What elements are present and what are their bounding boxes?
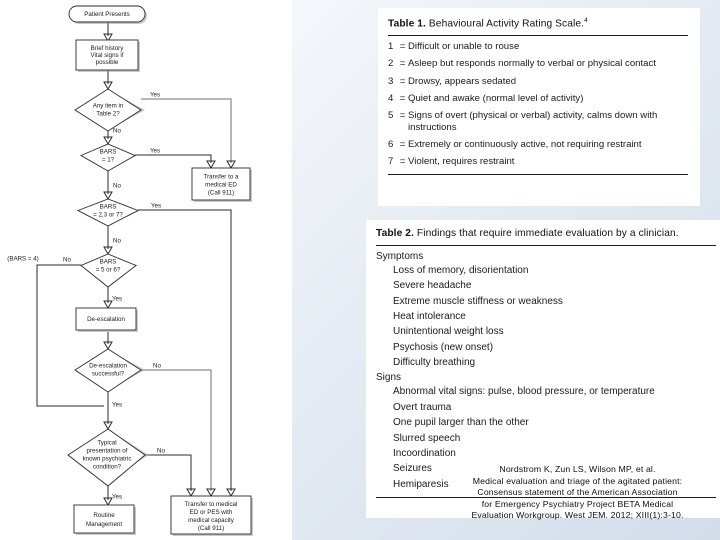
flow-node-label-line2: Management: [85, 521, 123, 529]
scale-text: Violent, requires restraint: [408, 156, 515, 168]
table-2-top-rule: [376, 245, 716, 246]
list-item: Psychosis (new onset): [393, 341, 494, 353]
edge-label-deesc-yes: Yes: [111, 401, 123, 409]
flow-node-label-line1: Transfer to a: [203, 173, 239, 181]
edge-label-deesc-no: No: [153, 362, 161, 370]
table-2-title-text: Findings that require immediate evaluation by a clinician.: [413, 228, 679, 239]
flow-node-label-line2: medical ED: [205, 181, 237, 189]
list-item: Seizures: [393, 463, 432, 475]
edge-label-bars4-note: (BARS = 4): [7, 255, 39, 263]
flow-node-de-escalation: [76, 308, 138, 332]
scale-text: Extremely or continuously active, not requiring restraint: [408, 138, 642, 150]
flow-node-label-line1: Brief history: [90, 45, 124, 53]
flow-node-label-line1: Typical: [97, 439, 117, 447]
list-item: Hemiparesis: [393, 478, 449, 490]
edge-label-bars1-no: No: [113, 182, 121, 190]
scale-equals: =: [399, 41, 406, 53]
list-item: One pupil larger than the other: [393, 417, 529, 429]
flow-node-routine-management: [74, 505, 136, 535]
list-item: Unintentional weight loss: [393, 326, 504, 338]
scale-text: Quiet and awake (normal level of activity): [408, 92, 584, 104]
flow-node-label-line2: successful?: [91, 370, 125, 378]
scale-text: Asleep but responds normally to verbal or physical contact: [408, 58, 656, 70]
citation-block: [440, 464, 715, 522]
flow-node-label-line1: BARS: [99, 203, 117, 211]
list-item: Abnormal vital signs: pulse, blood pressure, or temperature: [393, 386, 655, 398]
flow-node-label-line2: presentation of: [86, 447, 128, 455]
flow-node-label-line2: Vital signs if: [90, 52, 124, 60]
scale-number: 4: [388, 92, 394, 104]
flow-node-patient-presents: [69, 6, 147, 24]
citation-line-1: Nordstrom K, Zun LS, Wilson MP, et al.: [499, 464, 656, 474]
citation-line-5: Evaluation Workgroup. West JEM. 2012; XIII(1):3-10.: [471, 510, 684, 521]
flow-node-label-line1: Any item in: [92, 102, 124, 110]
scale-text: Difficult or unable to rouse: [408, 41, 520, 53]
citation-line-2: Medical evaluation and triage of the agitated patient:: [472, 475, 683, 486]
list-item: [388, 41, 688, 53]
flowchart-diagram: [0, 0, 292, 540]
flow-node-label-line2: Table 2?: [96, 110, 120, 118]
scale-text: Drowsy, appears sedated: [408, 75, 517, 87]
edge-label-any-item-no: No: [113, 127, 121, 135]
list-item: Loss of memory, disorientation: [393, 264, 529, 276]
list-item: [388, 93, 688, 105]
edge-label-bars1-yes: Yes: [149, 147, 161, 155]
table-1-top-rule: [388, 35, 688, 36]
flow-node-typical-presentation: [68, 429, 149, 486]
scale-number: 6: [388, 138, 394, 150]
list-item: [388, 156, 688, 168]
table-2-title-label: Table 2.: [376, 228, 414, 239]
table-1-title-footnote: 4: [584, 17, 588, 24]
list-item: Severe headache: [393, 280, 472, 292]
flow-node-label-line3: medical capacity: [188, 517, 234, 525]
scale-number: 5: [388, 109, 394, 121]
list-item: Heat intolerance: [393, 310, 466, 322]
flow-node-de-escalation-successful: [75, 349, 145, 392]
table-1-title-text: Behavioural Activity Rating Scale.: [425, 18, 585, 30]
scale-equals: =: [399, 75, 406, 87]
scale-equals: =: [399, 109, 406, 121]
flow-node-brief-history: [76, 40, 140, 72]
edge-label-bars56-yes: Yes: [111, 295, 123, 303]
flow-node-label-line2: = 5 or 6?: [95, 266, 121, 274]
scale-equals: =: [399, 138, 406, 150]
scale-equals: =: [399, 58, 406, 70]
table-1-scale-list: [388, 41, 688, 168]
flow-node-label-line2: = 1?: [101, 156, 115, 164]
citation-line-4: for Emergency Psychiatry Project BETA Medical: [481, 498, 674, 509]
table-1-title: [388, 17, 688, 31]
flow-node-transfer-ed-or-pes: [171, 496, 253, 536]
flow-node-bars-1: [81, 144, 137, 171]
table-2-symptoms-list: [376, 265, 716, 369]
flow-node-label-line1: BARS: [99, 148, 117, 156]
flow-node-label-line1: Transfer to medical: [184, 501, 238, 509]
flow-node-label: De-escalation: [87, 316, 125, 324]
table-1-bottom-rule: [388, 174, 688, 175]
edge-label-bars237-yes: Yes: [150, 202, 162, 210]
flow-node-label-line3: known psychiatric: [82, 455, 132, 463]
flow-node-label-line3: (Call 911): [207, 189, 235, 197]
flowchart-panel: [0, 0, 292, 540]
flow-node-label-line4: (Call 911): [197, 525, 225, 533]
edge-label-typical-yes: Yes: [111, 493, 123, 501]
edge-label-typical-no: No: [157, 447, 165, 455]
scale-number: 7: [388, 156, 394, 168]
scale-equals: =: [399, 92, 406, 104]
list-item: Extreme muscle stiffness or weakness: [393, 295, 563, 307]
edge-label-bars237-no: No: [113, 237, 121, 245]
flow-node-label-line2: ED or PES with: [189, 509, 233, 517]
flow-node-label-line2: = 2,3 or 7?: [93, 211, 123, 219]
flow-node-label: Patient Presents: [84, 11, 130, 19]
table-2-section-heading-symptoms: Symptoms: [376, 250, 424, 262]
flow-node-label-line4: condition?: [92, 463, 122, 471]
table-2-title: [376, 228, 716, 241]
list-item: Incoordination: [393, 448, 456, 460]
scale-number: 1: [388, 41, 394, 53]
scale-number: 3: [388, 75, 394, 87]
scale-text: Signs of overt (physical or verbal) activity, calms down with instructions: [408, 109, 658, 133]
flow-node-label-line3: possible: [95, 59, 119, 67]
list-item: Difficulty breathing: [393, 357, 476, 369]
flow-node-label-line1: De-escalation: [89, 362, 127, 370]
flow-node-label-line1: BARS: [99, 258, 117, 266]
list-item: [388, 139, 688, 151]
flow-node-label-line1: Routine: [93, 512, 115, 520]
list-item: [388, 110, 688, 133]
table-2-section-heading-signs: Signs: [376, 372, 402, 384]
list-item: [388, 58, 688, 70]
table-1-card: [378, 8, 700, 206]
flow-node-transfer-medical-ed: [192, 168, 252, 202]
citation-line-3: Consensus statement of the American Association: [477, 487, 678, 498]
edge-label-bars56-no: No: [63, 256, 71, 264]
scale-number: 2: [388, 58, 394, 70]
table-1-title-label: Table 1.: [388, 18, 426, 30]
list-item: Overt trauma: [393, 401, 452, 413]
scale-equals: =: [399, 156, 406, 168]
flow-node-bars-5-6: [81, 254, 138, 287]
flow-node-bars-2-3-7: [78, 199, 140, 226]
list-item: Slurred speech: [393, 432, 461, 444]
flow-node-any-item-table2: [75, 89, 145, 131]
list-item: [388, 76, 688, 88]
edge-label-any-item-yes: Yes: [149, 91, 161, 99]
